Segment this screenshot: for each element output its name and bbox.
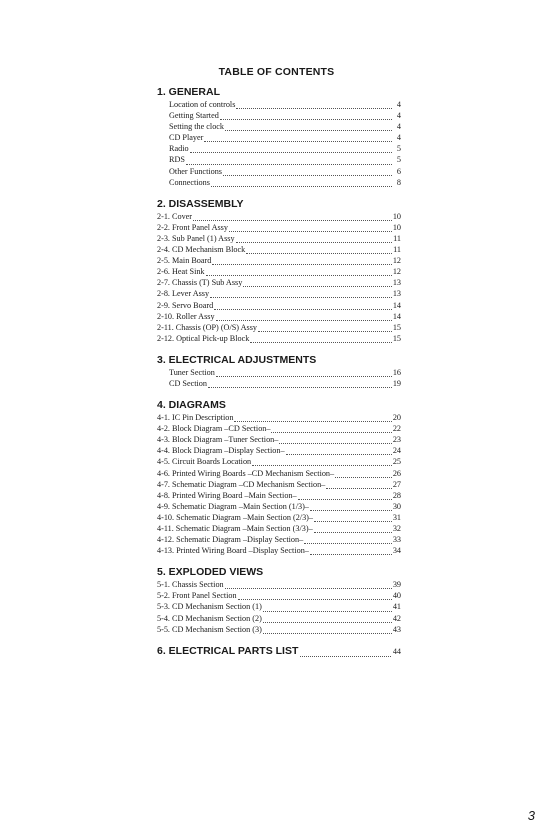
toc-entry-parts-list[interactable] — [157, 645, 401, 658]
entry-page-number: 44 — [392, 646, 401, 656]
entry-page-number: 8 — [396, 177, 401, 187]
entry-label: Radio — [169, 144, 189, 154]
toc-entry[interactable] — [157, 468, 401, 479]
toc-entry[interactable] — [157, 479, 401, 490]
entry-page-number: 15 — [392, 322, 401, 332]
dot-leader — [263, 627, 392, 634]
entry-page-number: 5 — [396, 144, 401, 154]
toc-entry[interactable] — [157, 311, 401, 322]
entry-label: 2-12. Optical Pick-up Block — [157, 333, 250, 343]
entry-page-number: 4 — [396, 100, 401, 109]
toc-entry[interactable] — [157, 412, 401, 423]
entry-label: 2-6. Heat Sink — [157, 267, 205, 277]
dot-leader — [186, 158, 392, 165]
dot-leader — [300, 650, 390, 657]
toc-entry[interactable] — [157, 601, 401, 612]
toc-entry[interactable] — [157, 300, 401, 311]
entry-label: Getting Started — [169, 111, 219, 121]
entry-page-number: 4 — [396, 122, 401, 132]
entry-page-number: 43 — [392, 624, 401, 634]
entry-page-number: 11 — [393, 245, 401, 255]
entry-label: 2-11. Chassis (OP) (O/S) Assy — [157, 322, 257, 332]
toc-entry[interactable] — [157, 501, 401, 512]
toc-entry[interactable] — [157, 545, 401, 556]
toc-entry[interactable] — [157, 121, 401, 132]
section-heading: 6. ELECTRICAL PARTS LIST — [157, 644, 299, 657]
toc-entry[interactable] — [157, 266, 401, 277]
toc-entry[interactable] — [157, 132, 401, 143]
dot-leader — [271, 426, 391, 433]
entry-label: 4-9. Schematic Diagram –Main Section (1/3)– — [157, 501, 309, 511]
dot-leader — [263, 605, 392, 612]
dot-leader — [193, 214, 392, 221]
dot-leader — [263, 616, 392, 623]
dot-leader — [220, 113, 392, 120]
dot-leader — [229, 225, 392, 232]
toc-section — [157, 354, 401, 389]
entry-page-number: 23 — [392, 435, 401, 445]
dot-leader — [216, 314, 392, 321]
toc-section — [157, 198, 401, 344]
entry-label: Connections — [169, 177, 210, 187]
dot-leader — [234, 415, 391, 422]
section-spacer — [157, 635, 401, 645]
toc-entry[interactable] — [157, 490, 401, 501]
toc-section — [157, 86, 401, 188]
entry-label: 4-8. Printed Wiring Board –Main Section– — [157, 490, 297, 500]
entry-label: 4-5. Circuit Boards Location — [157, 457, 252, 467]
toc-section — [157, 566, 401, 634]
entry-label: Location of controls — [169, 100, 236, 109]
dot-leader — [314, 515, 392, 522]
entry-page-number: 22 — [392, 424, 401, 434]
entry-label: 5-2. Front Panel Section — [157, 591, 237, 601]
entry-page-number: 20 — [392, 413, 401, 423]
entry-page-number: 39 — [392, 580, 401, 590]
dot-leader — [310, 504, 392, 511]
entry-label: 5-1. Chassis Section — [157, 580, 224, 590]
entry-page-number: 16 — [392, 367, 401, 377]
toc-entry[interactable] — [157, 624, 401, 635]
entry-label: 2-2. Front Panel Assy — [157, 222, 228, 232]
toc-section — [157, 399, 401, 556]
toc-entry[interactable] — [157, 222, 401, 233]
toc-entry[interactable] — [157, 367, 401, 378]
section-heading: 3. ELECTRICAL ADJUSTMENTS — [157, 353, 317, 366]
entry-page-number: 25 — [392, 457, 401, 467]
entry-page-number: 14 — [392, 300, 401, 310]
entry-page-number: 4 — [396, 133, 401, 143]
dot-leader — [243, 280, 392, 287]
entry-page-number: 11 — [393, 233, 401, 243]
entry-label: Other Functions — [169, 166, 222, 176]
entry-page-number: 24 — [392, 446, 401, 456]
entry-label: 2-8. Lever Assy — [157, 289, 210, 299]
entry-page-number: 19 — [392, 378, 401, 388]
dot-leader — [211, 180, 392, 187]
entry-page-number: 13 — [392, 289, 401, 299]
dot-leader — [258, 325, 392, 332]
toc-entry[interactable] — [157, 456, 401, 467]
dot-leader — [208, 381, 392, 388]
entry-label: RDS — [169, 155, 185, 165]
entry-label: 4-7. Schematic Diagram –CD Mechanism Section– — [157, 479, 326, 489]
entry-page-number: 30 — [392, 501, 401, 511]
entry-page-number: 42 — [392, 613, 401, 623]
toc-entry[interactable] — [157, 177, 401, 188]
dot-leader — [246, 247, 392, 254]
entry-label: 2-1. Cover — [157, 211, 193, 221]
toc-entry[interactable] — [157, 166, 401, 177]
entry-label: 2-5. Main Board — [157, 256, 212, 266]
entry-page-number: 10 — [392, 222, 401, 232]
toc-entry[interactable] — [157, 244, 401, 255]
entry-label: 4-10. Schematic Diagram –Main Section (2/3)– — [157, 512, 313, 522]
toc-entry[interactable] — [157, 534, 401, 545]
toc-entry[interactable] — [157, 512, 401, 523]
table-of-contents — [157, 86, 401, 658]
section-heading: 5. EXPLODED VIEWS — [157, 566, 264, 579]
entry-page-number: 27 — [392, 479, 401, 489]
section-spacer — [157, 344, 401, 354]
section-spacer — [157, 188, 401, 198]
dot-leader — [223, 169, 392, 176]
entry-label: 4-1. IC Pin Description — [157, 413, 234, 423]
entry-label: 4-6. Printed Wiring Boards –CD Mechanism Section– — [157, 468, 335, 478]
section-spacer — [157, 556, 401, 566]
dot-leader — [286, 448, 392, 455]
entry-label: 4-2. Block Diagram –CD Section– — [157, 424, 271, 434]
entry-page-number: 10 — [392, 211, 401, 221]
entry-label: 5-4. CD Mechanism Section (2) — [157, 613, 262, 623]
toc-entry[interactable] — [157, 378, 401, 389]
dot-leader — [238, 593, 392, 600]
entry-page-number: 12 — [392, 267, 401, 277]
entry-label: 4-3. Block Diagram –Tuner Section– — [157, 435, 279, 445]
entry-label: CD Section — [169, 378, 207, 388]
dot-leader — [225, 124, 392, 131]
entry-label: 5-5. CD Mechanism Section (3) — [157, 624, 262, 634]
entry-page-number: 32 — [392, 524, 401, 533]
dot-leader — [214, 303, 392, 310]
toc-entry[interactable] — [157, 154, 401, 165]
dot-leader — [236, 102, 392, 109]
document-title: TABLE OF CONTENTS — [218, 66, 335, 78]
entry-page-number: 13 — [392, 278, 401, 288]
entry-label: 4-13. Printed Wiring Board –Display Section– — [157, 546, 309, 556]
dot-leader — [206, 269, 392, 276]
entry-page-number: 31 — [392, 512, 401, 522]
toc-entry[interactable] — [157, 143, 401, 154]
toc-entry[interactable] — [157, 288, 401, 299]
section-heading: 4. DIAGRAMS — [157, 399, 226, 412]
dot-leader — [279, 437, 391, 444]
entry-label: 4-11. Schematic Diagram –Main Section (3/3)– — [157, 524, 313, 533]
dot-leader — [298, 493, 392, 500]
entry-page-number: 28 — [392, 490, 401, 500]
dot-leader — [252, 459, 392, 466]
dot-leader — [314, 526, 392, 533]
toc-entry[interactable] — [157, 233, 401, 244]
entry-page-number: 6 — [396, 166, 401, 176]
entry-page-number: 12 — [392, 256, 401, 266]
section-spacer — [157, 389, 401, 399]
entry-label: 2-9. Servo Board — [157, 300, 214, 310]
dot-leader — [236, 236, 392, 243]
entry-page-number: 5 — [396, 155, 401, 165]
entry-label: 2-3. Sub Panel (1) Assy — [157, 233, 235, 243]
toc-entry[interactable] — [157, 445, 401, 456]
entry-page-number: 26 — [392, 468, 401, 478]
entry-page-number: 14 — [392, 311, 401, 321]
entry-page-number: 34 — [392, 546, 401, 556]
toc-entry[interactable] — [157, 613, 401, 624]
toc-entry[interactable] — [157, 333, 401, 344]
dot-leader — [326, 482, 392, 489]
dot-leader — [304, 537, 392, 544]
toc-entry[interactable] — [157, 255, 401, 266]
entry-label: 5-3. CD Mechanism Section (1) — [157, 602, 262, 612]
entry-label: 2-7. Chassis (T) Sub Assy — [157, 278, 243, 288]
page-number: 3 — [527, 808, 535, 823]
toc-entry[interactable] — [157, 523, 401, 534]
entry-page-number: 41 — [392, 602, 401, 612]
dot-leader — [225, 582, 392, 589]
entry-page-number: 4 — [396, 111, 401, 121]
entry-label: 2-10. Roller Assy — [157, 311, 215, 321]
dot-leader — [216, 370, 392, 377]
toc-entry[interactable] — [157, 211, 401, 222]
toc-entry[interactable] — [157, 277, 401, 288]
toc-entry[interactable] — [157, 99, 401, 110]
entry-label: CD Player — [169, 133, 204, 143]
entry-label: 4-4. Block Diagram –Display Section– — [157, 446, 285, 456]
dot-leader — [204, 135, 392, 142]
toc-entry[interactable] — [157, 579, 401, 590]
dot-leader — [210, 291, 392, 298]
entry-label: Setting the clock — [169, 122, 225, 132]
dot-leader — [250, 336, 391, 343]
entry-label: 4-12. Schematic Diagram –Display Section– — [157, 535, 304, 545]
section-heading: 1. GENERAL — [157, 86, 221, 98]
dot-leader — [190, 146, 392, 153]
entry-page-number: 40 — [392, 591, 401, 601]
toc-entry[interactable] — [157, 434, 401, 445]
toc-entry[interactable] — [157, 423, 401, 434]
dot-leader — [212, 258, 391, 265]
section-heading: 2. DISASSEMBLY — [157, 197, 244, 210]
toc-entry[interactable] — [157, 322, 401, 333]
dot-leader — [335, 471, 392, 478]
dot-leader — [310, 548, 392, 555]
entry-page-number: 15 — [392, 333, 401, 343]
toc-entry[interactable] — [157, 590, 401, 601]
entry-label: 2-4. CD Mechanism Block — [157, 245, 246, 255]
toc-entry[interactable] — [157, 110, 401, 121]
entry-label: Tuner Section — [169, 367, 215, 377]
entry-page-number: 33 — [392, 535, 401, 545]
